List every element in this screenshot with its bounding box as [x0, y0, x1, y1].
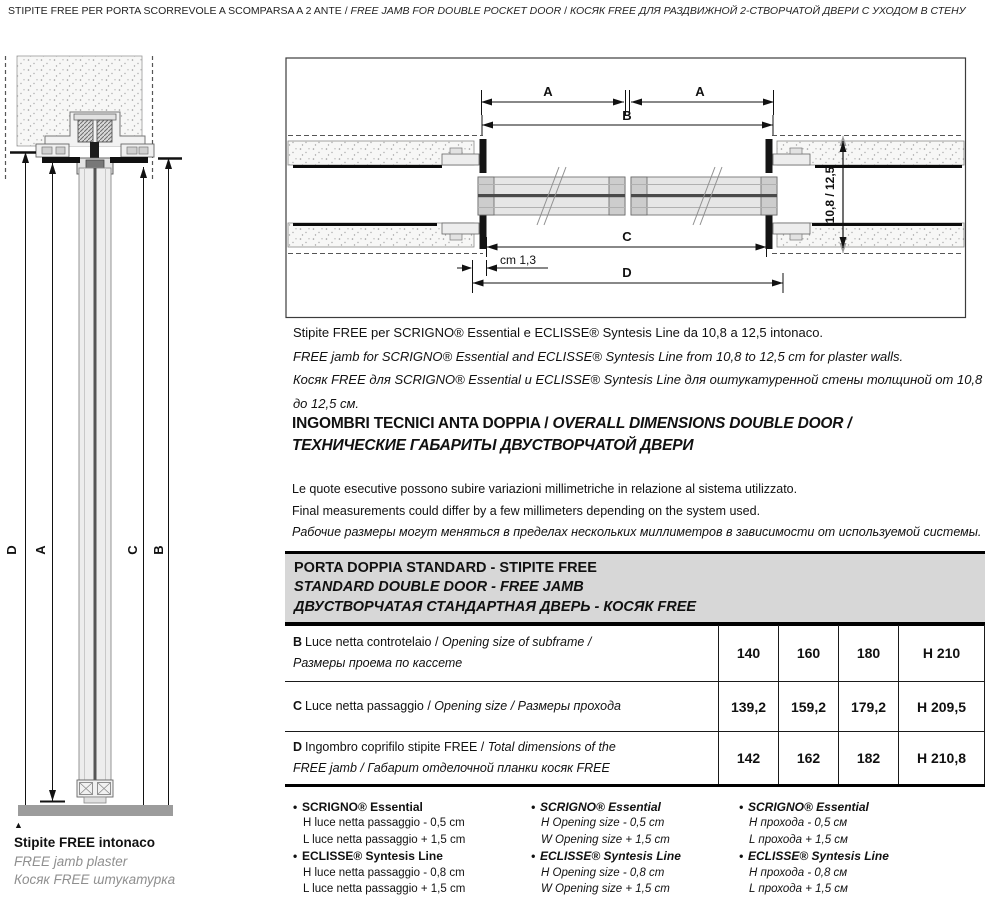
drawing-caption-italian: Stipite FREE per SCRIGNO® Essential e ECLISSE® Syntesis Line da 10,8 a 12,5 intonaco. — [293, 325, 824, 340]
spec-title: • SCRIGNO® Essential — [293, 800, 423, 814]
jamb-caption-english: FREE jamb plaster — [14, 853, 128, 869]
spec-column-english: • SCRIGNO® Essential H Opening size - 0,5 cm W Opening size + 1,5 cm • ECLISSE® Syntesis Line H Opening size - 0,8 cm W Opening size + 1,5 cm — [531, 799, 766, 897]
triangle-marker-icon: ▲ — [14, 820, 23, 830]
page-header: STIPITE FREE PER PORTA SCORREVOLE A SCOMPARSA A 2 ANTE / FREE JAMB FOR DOUBLE POCKET DOOR / КОСЯК FREE ДЛЯ РАЗДВИЖНОЙ 2-СТВОРЧАТОЙ ДВЕРИ С УХОДОМ В СТЕНУ — [8, 5, 966, 17]
row-label: C Luce netta passaggio / Opening size / Размеры прохода — [293, 699, 621, 713]
table-row — [285, 682, 985, 732]
section-title-russian: ТЕХНИЧЕСКИЕ ГАБАРИТЫ ДВУСТВОРЧАТОЙ ДВЕРИ — [292, 436, 694, 454]
table-cell: H 210,8 — [898, 732, 985, 784]
drawing-caption — [293, 321, 986, 415]
table-cell: 142 — [718, 732, 778, 784]
dim-label-b: B — [151, 545, 166, 555]
drawing-caption-english: FREE jamb for SCRIGNO® Essential and ECLISSE® Syntesis Line from 10,8 to 12,5 cm for plaster walls. — [293, 348, 904, 364]
header-italian: STIPITE FREE PER PORTA SCORREVOLE A SCOMPARSA A 2 ANTE — [8, 5, 342, 17]
drawing-caption-russian: Косяк FREE для SCRIGNO® Essential и ECLISSE® Syntesis Line для оштукатуренной стены толщиной от 10,8 до 12,5 см. — [293, 372, 983, 411]
dim-label-a: A — [33, 545, 48, 555]
dim-label-c: C — [622, 229, 632, 244]
dimensions-table — [285, 625, 985, 787]
band-english: STANDARD DOUBLE DOOR - FREE JAMB — [294, 579, 584, 596]
note-english: Final measurements could differ by a few millimeters depending on the system used. — [292, 503, 761, 518]
table-cell: H 209,5 — [898, 682, 985, 731]
jamb-caption-russian: Косяк FREE штукатурка — [14, 872, 176, 887]
table-cell: 179,2 — [838, 682, 898, 731]
band-italian: PORTA DOPPIA STANDARD - STIPITE FREE — [294, 560, 597, 576]
spec-title: • SCRIGNO® Essential — [739, 800, 869, 814]
row-label: B Luce netta controtelaio / Opening size of subframe / Размеры проема по кассете — [293, 635, 592, 670]
section-title — [292, 413, 982, 456]
dim-label-d: D — [4, 545, 19, 555]
row-label: D Ingombro coprifilo stipite FREE / Total dimensions of the FREE jamb / Габарит отделочной планки косяк FREE — [293, 740, 616, 775]
jamb-caption — [14, 820, 175, 890]
table-cell: 140 — [718, 625, 778, 681]
floor-guide-detail — [77, 780, 113, 803]
dim-label-a1: A — [543, 84, 553, 99]
door-panel-section — [79, 168, 111, 780]
note-russian: Рабочие размеры могут меняться в пределах нескольких миллиметров в зависимости от используемой системы. — [292, 525, 982, 540]
spec-column-italian: • SCRIGNO® Essential H luce netta passaggio - 0,5 cm L luce netta passaggio + 1,5 cm • ECLISSE® Syntesis Line H luce netta passaggio - 0,8 cm L luce netta passaggio + 1,5 cm — [293, 799, 528, 897]
plan-view-drawing — [285, 57, 967, 319]
floor-bar — [18, 805, 173, 816]
table-cell: 182 — [838, 732, 898, 784]
table-cell: 159,2 — [778, 682, 838, 731]
spec-title: • ECLISSE® Syntesis Line — [293, 849, 443, 864]
spec-title: • ECLISSE® Syntesis Line — [739, 849, 889, 864]
dim-label-d: D — [622, 265, 632, 280]
section-title-italian: INGOMBRI TECNICI ANTA DOPPIA / — [292, 415, 553, 432]
dim-label-wall-thickness: 10,8 / 12,5 — [823, 166, 837, 224]
table-cell: H 210 — [898, 625, 985, 681]
dim-label-c: C — [125, 545, 140, 555]
table-cell: 180 — [838, 625, 898, 681]
spec-title: • SCRIGNO® Essential — [531, 800, 661, 814]
table-cell: 139,2 — [718, 682, 778, 731]
table-row — [285, 732, 985, 787]
note-italian: Le quote esecutive possono subire variazioni millimetriche in relazione al sistema utilizzato. — [292, 482, 798, 496]
dim-label-b: B — [622, 108, 632, 123]
header-russian: КОСЯК FREE ДЛЯ РАЗДВИЖНОЙ 2-СТВОРЧАТОЙ ДВЕРИ С УХОДОМ В СТЕНУ — [569, 5, 966, 17]
table-cell: 162 — [778, 732, 838, 784]
jamb-caption-italian: Stipite FREE intonaco — [14, 835, 156, 850]
dim-label-cm13: cm 1,3 — [499, 253, 537, 267]
section-title-english: OVERALL DIMENSIONS DOUBLE DOOR / — [552, 415, 852, 432]
table-cell: 160 — [778, 625, 838, 681]
vertical-section-drawing — [0, 48, 235, 818]
table-heading-band — [285, 551, 985, 626]
header-english: FREE JAMB FOR DOUBLE POCKET DOOR — [350, 5, 562, 17]
dim-label-a2: A — [695, 84, 705, 99]
band-russian: ДВУСТВОРЧАТАЯ СТАНДАРТНАЯ ДВЕРЬ - КОСЯК FREE — [294, 598, 697, 615]
notes — [292, 479, 981, 544]
spec-column-russian: • SCRIGNO® Essential H прохода - 0,5 см L прохода + 1,5 см • ECLISSE® Syntesis Line H прохода - 0,8 см L прохода + 1,5 см — [739, 799, 974, 897]
spec-title: • ECLISSE® Syntesis Line — [531, 849, 681, 864]
table-row — [285, 625, 985, 682]
